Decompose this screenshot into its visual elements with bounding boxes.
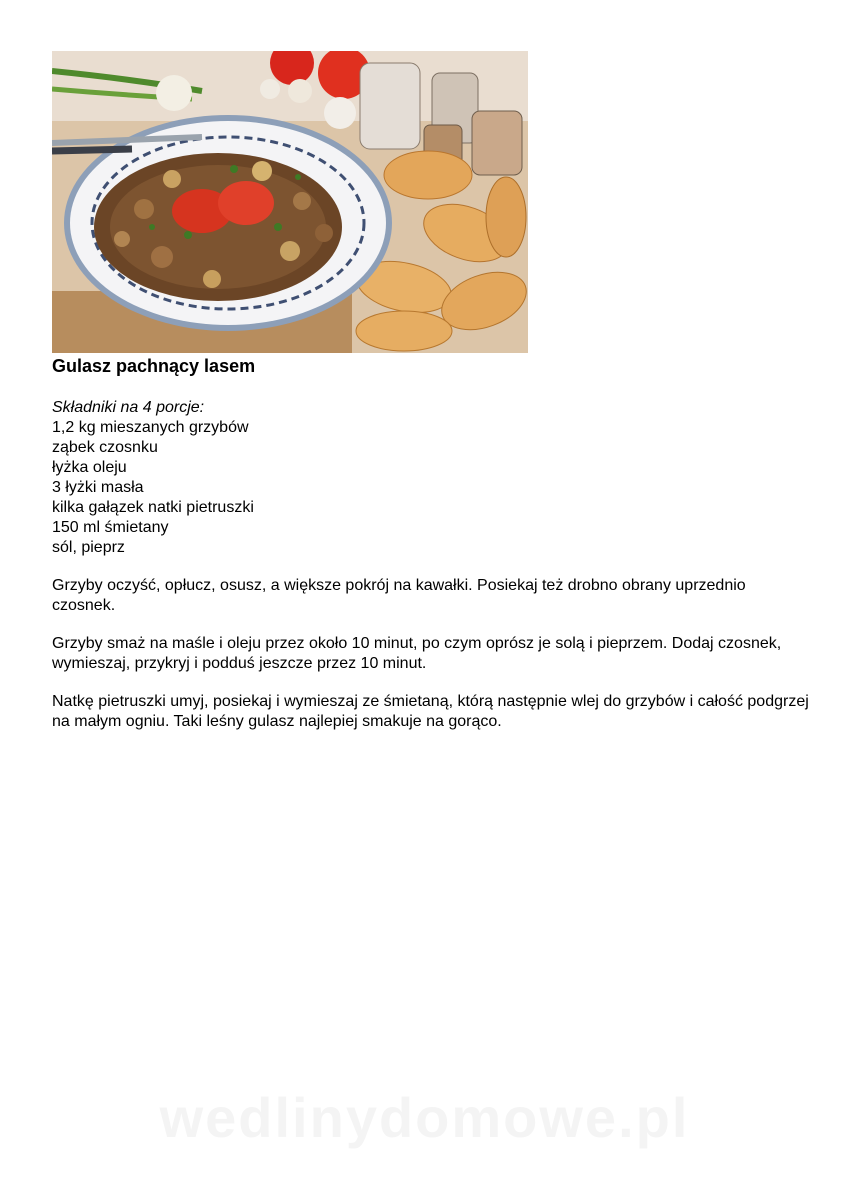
ingredient-item: 3 łyżki masła xyxy=(52,479,144,496)
ingredient-item: łyżka oleju xyxy=(52,459,127,476)
recipe-title: Gulasz pachnący lasem xyxy=(52,356,256,376)
ingredient-item: ząbek czosnku xyxy=(52,439,158,456)
ingredient-item: sól, pieprz xyxy=(52,539,125,556)
ingredient-item: 1,2 kg mieszanych grzybów xyxy=(52,419,249,436)
ingredients-heading: Składniki na 4 porcje: xyxy=(52,399,205,416)
ingredient-item: kilka gałązek natki pietruszki xyxy=(52,499,254,516)
ingredient-item: 150 ml śmietany xyxy=(52,519,169,536)
mushroom-goulash-illustration xyxy=(52,51,528,353)
preparation-steps xyxy=(52,576,812,750)
preparation-step: Natkę pietruszki umyj, posiekaj i wymieszaj ze śmietaną, którą następnie wlej do grzybów i całość podgrzej na małym ogniu. Taki leśny gulasz najlepiej smakuje na gorąco. xyxy=(52,693,809,730)
ingredients-list xyxy=(52,398,254,558)
preparation-step: Grzyby smaż na maśle i oleju przez około 10 minut, po czym oprósz je solą i pieprzem. Dodaj czosnek, wymieszaj, przykryj i podduś jeszcze przez 10 minut. xyxy=(52,635,782,672)
preparation-step: Grzyby oczyść, opłucz, osusz, a większe pokrój na kawałki. Posiekaj też drobno obrany uprzednio czosnek. xyxy=(52,577,746,614)
recipe-photo xyxy=(52,51,528,353)
site-watermark: wedlinydomowe.pl xyxy=(159,1086,690,1149)
